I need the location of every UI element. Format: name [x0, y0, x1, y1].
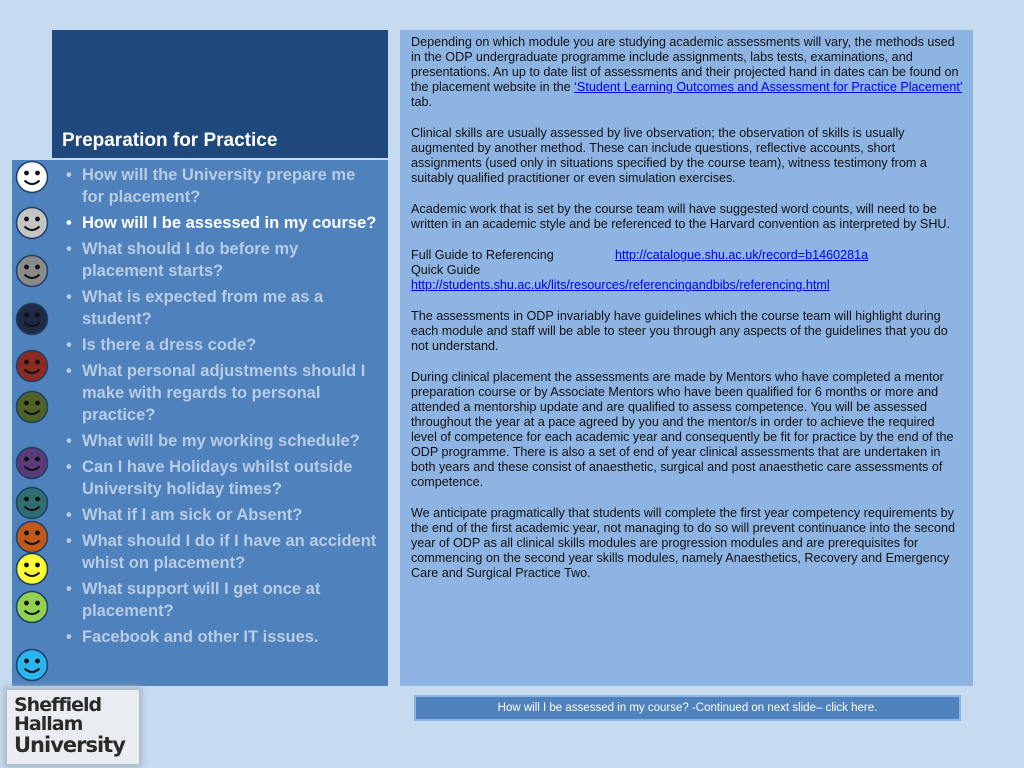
sidebar-item[interactable] — [62, 360, 378, 426]
smiley-face-icon[interactable] — [15, 349, 49, 383]
quick-guide-label: Quick Guide — [411, 263, 481, 277]
bullet-icon: • — [66, 432, 72, 450]
sidebar-item-label: What support will I get once at placement? — [82, 580, 321, 620]
smiley-face-icon[interactable] — [15, 160, 49, 194]
smiley-face-icon[interactable] — [15, 486, 49, 520]
sidebar-item[interactable] — [62, 334, 378, 356]
bullet-icon: • — [66, 580, 72, 598]
face-navigation — [12, 160, 52, 686]
smiley-face-icon[interactable] — [15, 648, 49, 682]
paragraph-academic-work: Academic work that is set by the course team will have suggested word counts, will need to be written in an academic style and be referenced to the Harvard convention as interpreted by SHU. — [411, 202, 951, 231]
smiley-face-icon[interactable] — [15, 302, 49, 336]
paragraph-text: Depending on which module you are studying academic assessments will vary, the methods used in the ODP undergraduate programme include assignments, labs tests, examinations, and presentations. An up to date list of assessments and their projected hand in dates can be found on the placement website in the — [411, 35, 959, 94]
bullet-icon: • — [66, 336, 72, 354]
full-guide-link[interactable]: http://catalogue.shu.ac.uk/record=b1460281a — [615, 248, 869, 262]
bullet-icon: • — [66, 214, 72, 232]
content-panel — [400, 30, 973, 686]
smiley-face-icon[interactable] — [15, 520, 49, 554]
sidebar-item-label: What if I am sick or Absent? — [82, 506, 303, 524]
smiley-face-icon[interactable] — [15, 254, 49, 288]
sidebar-item-label: How will the University prepare me for placement? — [82, 166, 356, 206]
full-guide-label: Full Guide to Referencing — [411, 248, 554, 262]
logo-line-3: University — [14, 733, 125, 757]
sidebar-item-label: What will be my working schedule? — [82, 432, 360, 450]
full-guide-row — [411, 248, 963, 263]
smiley-face-icon[interactable] — [15, 590, 49, 624]
sidebar-item[interactable] — [62, 286, 378, 330]
bullet-icon: • — [66, 166, 72, 184]
logo-line-1: Sheffield — [14, 694, 102, 716]
bullet-icon: • — [66, 506, 72, 524]
sidebar-item-label: How will I be assessed in my course? — [82, 214, 377, 232]
bullet-icon: • — [66, 240, 72, 258]
paragraph-guidelines: The assessments in ODP invariably have guidelines which the course team will highlight during each module and staff will be able to steer you through any aspects of the guidelines that you do not understand. — [411, 309, 948, 353]
sidebar-item-label: Is there a dress code? — [82, 336, 257, 354]
bullet-icon: • — [66, 288, 72, 306]
sidebar-item[interactable] — [62, 530, 378, 574]
sidebar-title: Preparation for Practice — [62, 130, 278, 151]
paragraph-clinical-placement: During clinical placement the assessments are made by Mentors who have completed a mentor preparation course or by Associate Mentors who have been qualified for 6 months or more and attended a mentorship update and are qualified to assess competence. You will be assessed throughout the year at a pace agreed by you and the mentor/s in order to achieve the required level of competence for each academic year and consequently be fit for practice by the end of the ODP programme. There is also a set of end of year clinical assessments that are undertaken in both years and these consist of anaesthetic, surgical and post anaesthetic care assessments of competence. — [411, 370, 954, 489]
sidebar-item[interactable] — [62, 212, 378, 234]
sidebar-item[interactable] — [62, 578, 378, 622]
sidebar-item[interactable] — [62, 504, 378, 526]
logo-line-2: Hallam — [14, 713, 83, 735]
sidebar-item[interactable] — [62, 238, 378, 282]
sidebar-item-label: What personal adjustments should I make with regards to personal practice? — [82, 362, 366, 424]
sidebar-item-label: Facebook and other IT issues. — [82, 628, 319, 646]
university-logo — [7, 690, 139, 764]
quick-guide-link[interactable]: http://students.shu.ac.uk/lits/resources/referencingandbibs/referencing.html — [411, 278, 830, 292]
smiley-face-icon[interactable] — [15, 446, 49, 480]
bullet-icon: • — [66, 362, 72, 380]
sidebar-item[interactable] — [62, 456, 378, 500]
sidebar-item[interactable] — [62, 430, 378, 452]
sidebar-nav-list — [52, 160, 388, 648]
bullet-icon: • — [66, 532, 72, 550]
next-slide-button[interactable]: How will I be assessed in my course? -Continued on next slide– click here. — [414, 695, 961, 721]
bullet-icon: • — [66, 628, 72, 646]
sidebar-item-label: What should I do if I have an accident whist on placement? — [82, 532, 377, 572]
paragraph-clinical-skills: Clinical skills are usually assessed by live observation; the observation of skills is usually augmented by another method. These can include questions, reflective accounts, short assignments (used only in situations specified by the course team), witness testimony from a suitably qualified practitioner or even simulation exercises. — [411, 126, 927, 185]
smiley-face-icon[interactable] — [15, 552, 49, 586]
sidebar-item-label: Can I have Holidays whilst outside University holiday times? — [82, 458, 353, 498]
referencing-guides — [411, 248, 963, 293]
sidebar-item[interactable] — [62, 164, 378, 208]
sidebar-header — [52, 30, 388, 158]
paragraph-competency: We anticipate pragmatically that students will complete the first year competency requirements by the end of the first academic year, not managing to do so will prevent continuance into the second year of ODP as all clinical skills modules are progression modules and are prerequisites for commencing on the second year skills modules, namely Anaesthetics, Recovery and Emergency Care and Surgical Practice Two. — [411, 506, 955, 580]
sidebar-item-label: What should I do before my placement starts? — [82, 240, 299, 280]
bullet-icon: • — [66, 458, 72, 476]
sidebar-nav — [52, 160, 388, 686]
placement-website-link[interactable]: ‘Student Learning Outcomes and Assessment for Practice Placement’ — [574, 80, 963, 94]
paragraph-assessment-methods — [411, 35, 963, 110]
sidebar-item[interactable] — [62, 626, 378, 648]
sidebar-item-label: What is expected from me as a student? — [82, 288, 324, 328]
smiley-face-icon[interactable] — [15, 390, 49, 424]
smiley-face-icon[interactable] — [15, 206, 49, 240]
paragraph-tail: tab. — [411, 95, 433, 109]
